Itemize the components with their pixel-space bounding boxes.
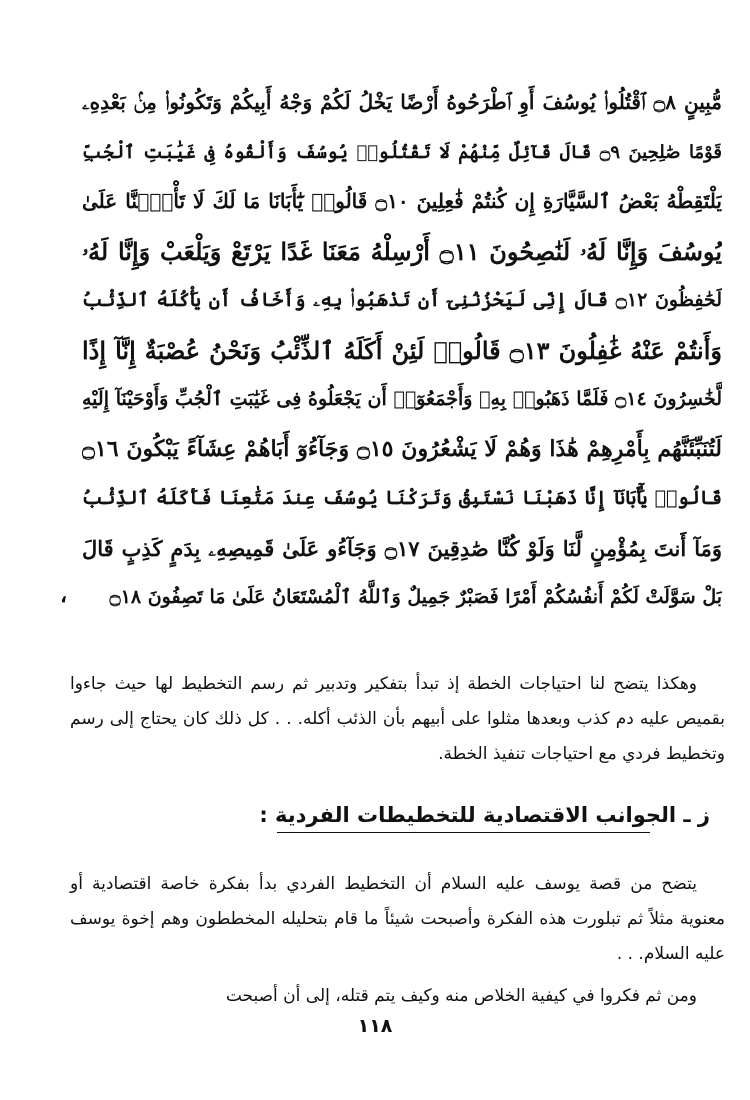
section-heading: ز ـ الجوانب الاقتصادية للتخطيطات الفردية : bbox=[259, 803, 710, 827]
quran-line: بَلْ سَوَّلَتْ لَكُمْ أَنفُسُكُمْ أَمْرًا فَصَبْرٌ جَمِيلٌ وَٱللَّهُ ٱلْمُسْتَعَانُ عَلَىٰ مَا تَصِفُونَ ۝١٨ bbox=[109, 586, 722, 608]
quran-line: لَحَٰفِظُونَ ۝١٢ قَالَ إِنِّى لَيَحْزُنُنِىٓ أَن تَذْهَبُوا۟ بِهِۦ وَأَخَافُ أَن يَأْكُلَهُ ٱلذِّئْبُ bbox=[82, 289, 722, 311]
quran-line: لَتُنَبِّئَنَّهُم بِأَمْرِهِمْ هَٰذَا وَهُمْ لَا يَشْعُرُونَ ۝١٥ وَجَآءُوٓ أَبَاهُمْ عِشَآءً يَبْكُونَ ۝١٦ bbox=[82, 435, 722, 462]
quran-line: قَوْمًا صَٰلِحِينَ ۝٩ قَالَ قَآئِلٌ مِّنْهُمْ لَا تَقْتُلُوا۟ يُوسُفَ وَأَلْقُوهُ فِى غَيَٰبَتِ ٱلْجُبِّ bbox=[82, 141, 722, 163]
quran-line: يَلْتَقِطْهُ بَعْضُ ٱلسَّيَّارَةِ إِن كُنتُمْ فَٰعِلِينَ ۝١٠ قَالُوا۟ يَٰٓأَبَانَا مَا لَكَ لَا تَأْمَ۬نَّا عَلَىٰ bbox=[82, 189, 722, 213]
quran-verses-block bbox=[82, 78, 722, 623]
quran-line: قَالُوا۟ يَٰٓأَبَانَآ إِنَّا ذَهَبْنَا نَسْتَبِقُ وَتَرَكْنَا يُوسُفَ عِندَ مَتَٰعِنَا فَأَكَلَهُ ٱلذِّئْبُ bbox=[82, 487, 722, 509]
quran-line: وَأَنتُمْ عَنْهُ غَٰفِلُونَ ۝١٣ قَالُوا۟ لَئِنْ أَكَلَهُ ٱلذِّئْبُ وَنَحْنُ عُصْبَةٌ إِنَّآ إِذًا bbox=[82, 335, 722, 365]
heading-underline bbox=[277, 832, 650, 833]
verse-end-mark: ، bbox=[60, 582, 68, 608]
quran-line: مُّبِينٍ ۝٨ ٱقْتُلُوا۟ يُوسُفَ أَوِ ٱطْرَحُوهُ أَرْضًا يَخْلُ لَكُمْ وَجْهُ أَبِيكُمْ وَتَكُونُوا۟ مِنۢ بَعْدِهِۦ bbox=[82, 90, 722, 114]
quran-line: وَمَآ أَنتَ بِمُؤْمِنٍ لَّنَا وَلَوْ كُنَّا صَٰدِقِينَ ۝١٧ وَجَآءُو عَلَىٰ قَمِيصِهِۦ بِدَمٍ كَذِبٍ قَالَ bbox=[82, 535, 722, 561]
page-number: ١١٨ bbox=[357, 1015, 393, 1037]
quran-line: يُوسُفَ وَإِنَّا لَهُۥ لَنَٰصِحُونَ ۝١١ أَرْسِلْهُ مَعَنَا غَدًا يَرْتَعْ وَيَلْعَبْ وَإِنَّا لَهُۥ bbox=[82, 236, 722, 266]
paragraph-plan-needs: وهكذا يتضح لنا احتياجات الخطة إذ تبدأ بتفكير وتدبير ثم رسم التخطيط لها حيث جاءوا بقميص عليه دم كذب وبعدها مثلوا على أبيهم بأن الذئب أكله. . . كل ذلك كان يحتاج إلى رسم وتخطيط فردي مع احتياجات تنفيذ الخطة. bbox=[70, 674, 725, 764]
paragraph-continuation: ومن ثم فكروا في كيفية الخلاص منه وكيف يتم قتله، إلى أن أصبحت bbox=[225, 986, 697, 1006]
quran-line: لَّخَٰسِرُونَ ۝١٤ فَلَمَّا ذَهَبُوا۟ بِهِۦ وَأَجْمَعُوٓا۟ أَن يَجْعَلُوهُ فِى غَيَٰبَتِ ٱلْجُبِّ وَأَوْحَيْنَآ إِلَيْهِ bbox=[82, 388, 722, 410]
paragraph-economic-aspects: يتضح من قصة يوسف عليه السلام أن التخطيط الفردي بدأ بفكرة خاصة اقتصادية أو معنوية مثلاً ثم تبلورت هذه الفكرة وأصبحت شيئاً ما قام بتحليله المخططون وهم إخوة يوسف عليه السلام. . . bbox=[70, 874, 725, 964]
